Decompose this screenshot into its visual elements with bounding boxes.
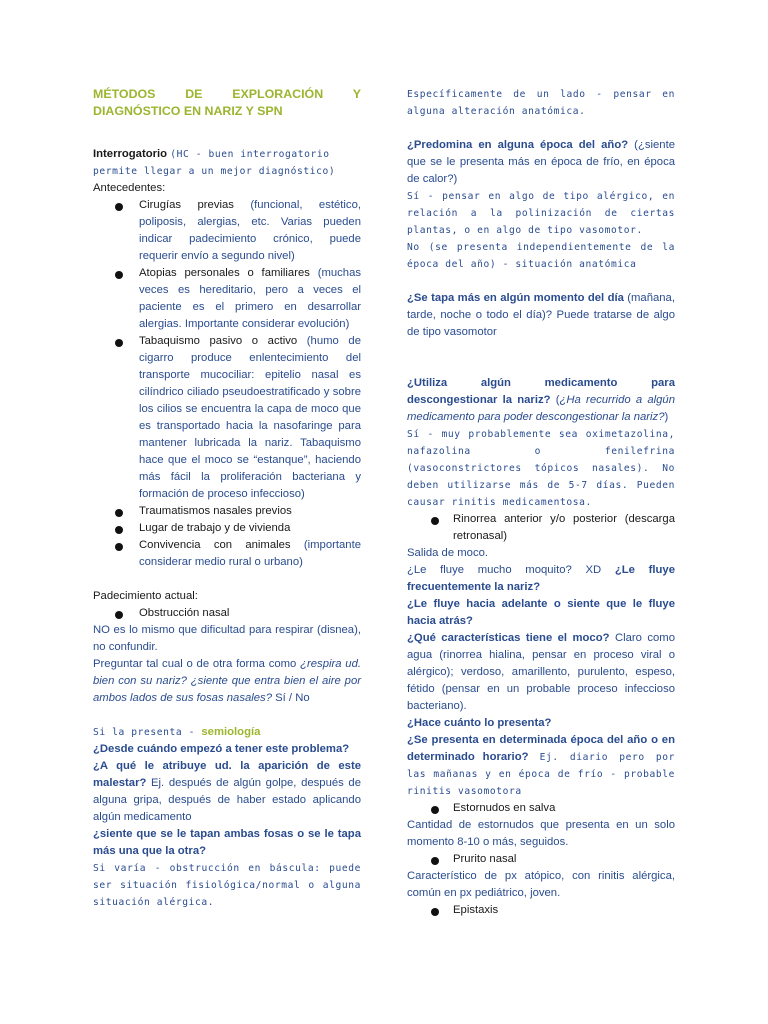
bullet-dot: [431, 517, 439, 525]
q-utiliza-question: ¿Utiliza algún medicamento para descongestionar la nariz?: [407, 377, 675, 406]
bullet-label: Lugar de trabajo y de vivienda: [139, 522, 291, 534]
bullet-estornudos: [407, 800, 675, 817]
bullet-dot: [431, 806, 439, 814]
q-caracteristicas: [407, 630, 675, 715]
preguntar-question: ¿respira ud. bien con su nariz? ¿siente que entra bien el aire por ambos lados de sus fosas nasales?: [93, 658, 361, 704]
bullet-traumatismos: [93, 503, 361, 520]
q-adelante: ¿Le fluye hacia adelante o siente que le fluye hacia atrás?: [407, 598, 675, 627]
bullet-note: (funcional, estético, poliposis, alergias, etc. Varias pueden indicar padecimiento crónico, puede requerir envío a segundo nivel): [139, 199, 361, 262]
semiologia-label: semiología: [201, 726, 261, 738]
q-desde: ¿Desde cuándo empezó a tener este problema?: [93, 743, 350, 755]
q-utiliza-answer: ¿Ha recurrido a algún medicamento para poder descongestionar la nariz?: [407, 394, 675, 423]
q-tapa-answer: (mañana, tarde, noche o todo el día)? Puede tratarse de algo de tipo vasomotor: [407, 292, 675, 338]
padecimiento-label: Padecimiento actual:: [93, 590, 198, 602]
right-column: [407, 86, 675, 919]
si-pensar: Sí - pensar en algo de tipo alérgico, en relación a la polinización de ciertas plantas, o en algo de tipo vasomotor.: [407, 191, 675, 236]
interrogatorio-paragraph: [93, 146, 361, 180]
title-line-2: DIAGNÓSTICO EN NARIZ Y SPN: [93, 104, 283, 118]
salida: Salida de moco.: [407, 547, 489, 559]
bullet-label: Obstrucción nasal: [139, 607, 230, 619]
antecedentes-label: Antecedentes:: [93, 182, 166, 194]
no-es-text: NO es lo mismo que dificultad para respirar (disnea), no confundir.: [93, 624, 361, 653]
q-utiliza: [407, 375, 675, 426]
bullet-dot: [115, 509, 123, 517]
bullet-dot: [115, 543, 123, 551]
bullet-prurito: [407, 851, 675, 868]
q-fluye: [407, 562, 675, 596]
bullet-label: Epistaxis: [453, 904, 499, 916]
si-muy: Sí - muy probablemente sea oximetazolina, nafazolina o fenilefrina (vasoconstrictores tópicos nasales). No deben utilizarse más de 5-7 días. Pueden causar rinitis medicamentosa.: [407, 429, 675, 508]
q-determinada: [407, 732, 675, 800]
bullet-label: Atopias personales o familiares: [139, 267, 310, 279]
q-tapa-question: ¿Se tapa más en algún momento del día: [407, 292, 624, 304]
interrogatorio-note: (HC - buen interrogatorio permite llegar a un mejor diagnóstico): [93, 149, 336, 177]
bullet-convivencia: [93, 537, 361, 571]
si-presenta-text: Si la presenta -: [93, 727, 202, 738]
preguntar-pre: Preguntar tal cual o de otra forma como: [93, 658, 301, 670]
title-line-1: MÉTODOS DE EXPLORACIÓN Y: [93, 87, 361, 101]
bullet-tabaquismo: [93, 333, 361, 503]
bullet-dot: [115, 271, 123, 279]
bullet-label: Convivencia con animales: [139, 539, 291, 551]
q-atribuye-answer: Ej. después de algún golpe, después de alguna gripa, después de haber estado aplicando algún medicamento: [93, 777, 361, 823]
q-atribuye: [93, 758, 361, 826]
estornudos-desc: Cantidad de estornudos que presenta en un solo momento 8-10 o más, seguidos.: [407, 819, 675, 848]
bullet-dot: [115, 526, 123, 534]
bullet-label: Tabaquismo pasivo o activo: [139, 335, 298, 347]
si-varia: Si varía - obstrucción en báscula: puede ser situación fisiológica/normal o alguna situación alérgica.: [93, 863, 361, 908]
bullet-label: Cirugías previas: [139, 199, 234, 211]
q-caracteristicas-answer: Claro como agua (rinorrea hialina, pensar en proceso viral o alérgico); verdoso, amarillento, purulento, espeso, fétido (pensar en un probable proceso infeccioso bacteriano).: [407, 632, 675, 712]
q-predomina: [407, 137, 675, 188]
bullet-note: (humo de cigarro produce enlentecimiento del transporte mucociliar: epitelio nasal es cilíndrico ciliado pseudoestratificado y sobre los cilios se encuentra la capa de moco que es transportado hacia la nasofaringe para mantener lubricada la nariz. Tabaquismo hace que el moco se “estanque”, haciendo más fácil la proliferación bacteriana y formación de proceso infeccioso): [139, 335, 361, 500]
q-determinada-answer: Ej. diario pero por las mañanas y en época de frío - probable rinitis vasomotora: [407, 752, 675, 797]
bullet-epistaxis: [407, 902, 675, 919]
left-column: [93, 86, 361, 911]
bullet-label: Estornudos en salva: [453, 802, 556, 814]
bullet-dot: [115, 203, 123, 211]
bullet-label: Rinorrea anterior y/o posterior (descarga retronasal): [453, 513, 675, 542]
q-atribuye-question: ¿A qué le atribuye ud. la aparición de este malestar?: [93, 760, 361, 789]
q-caracteristicas-question: ¿Qué características tiene el moco?: [407, 632, 610, 644]
q-utiliza-paren: (: [550, 394, 560, 406]
preguntar-text: [93, 656, 361, 707]
bullet-atopias: [93, 265, 361, 333]
bullet-rinorrea: [407, 511, 675, 545]
q-fluye-question: ¿Le fluye frecuentemente la nariz?: [407, 564, 675, 593]
q-utiliza-paren: ): [664, 411, 669, 423]
q-tapa: [407, 290, 675, 341]
q-predomina-question: ¿Predomina en alguna época del año?: [407, 139, 629, 151]
bullet-dot: [431, 857, 439, 865]
bullet-lugar: [93, 520, 361, 537]
bullet-dot: [431, 908, 439, 916]
bullet-label: Prurito nasal: [453, 853, 517, 865]
bullet-note: (importante considerar medio rural o urbano): [139, 539, 361, 568]
no-presenta: No (se presenta independientemente de la época del año) - situación anatómica: [407, 242, 675, 270]
bullet-dot: [115, 611, 123, 619]
q-predomina-answer: (¿siente que se le presenta más en época de frío, en época de calor?): [407, 139, 675, 185]
bullet-note: (muchas veces es hereditario, pero a veces el paciente es el primero en desarrollar alergias. Importante considerar evolución): [139, 267, 362, 330]
bullet-cirugias: [93, 197, 361, 265]
prurito-desc: Característico de px atópico, con rinitis alérgica, común en px pediátrico, joven.: [407, 870, 675, 899]
si-presenta-line: [93, 724, 361, 741]
bullet-obstruccion: [93, 605, 361, 622]
bullet-label: Traumatismos nasales previos: [139, 505, 292, 517]
q-hace: ¿Hace cuánto lo presenta?: [407, 717, 552, 729]
preguntar-answer: Sí / No: [271, 692, 310, 704]
especificamente: Específicamente de un lado - pensar en alguna alteración anatómica.: [407, 89, 675, 117]
q-tapan: ¿siente que se le tapan ambas fosas o se le tapa más una que la otra?: [93, 828, 361, 857]
interrogatorio-label: Interrogatorio: [93, 148, 168, 160]
bullet-dot: [115, 339, 123, 347]
q-determinada-question: ¿Se presenta en determinada época del año o en determinado horario?: [407, 734, 675, 763]
q-fluye-pre: ¿Le fluye mucho moquito? XD: [407, 564, 615, 576]
